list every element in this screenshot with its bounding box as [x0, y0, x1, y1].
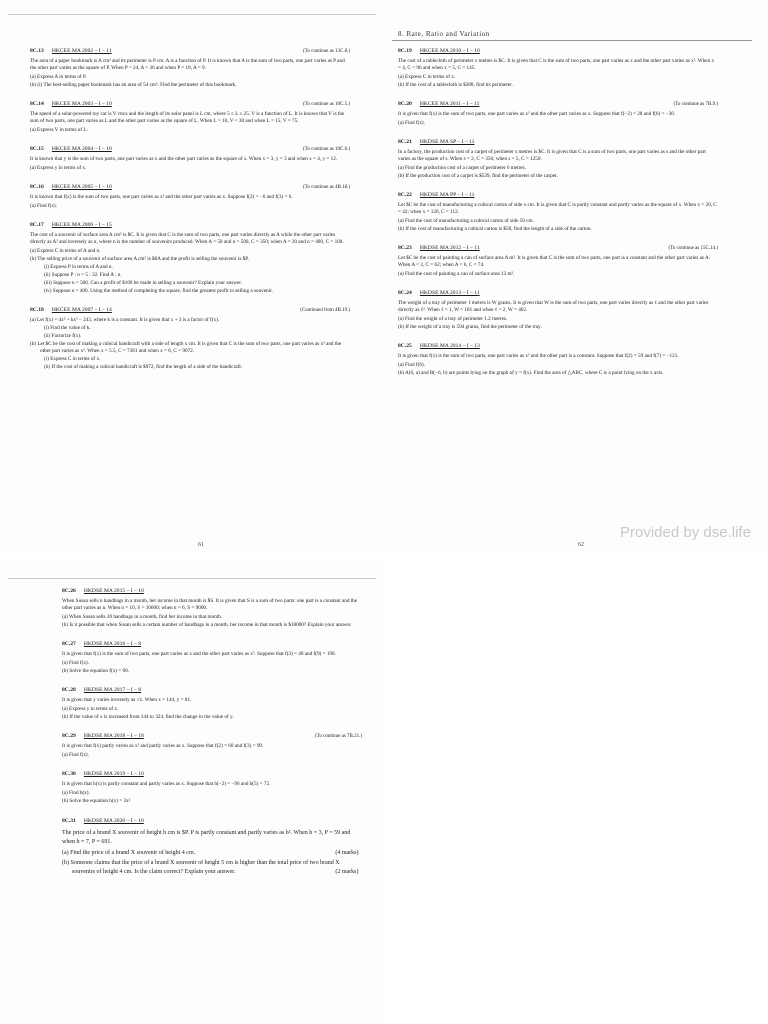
question-part: (b) If the value of x is increased from 144 to 324, find the change in the value of y. — [62, 714, 234, 720]
question-part: (a) Find f(6). — [398, 362, 425, 368]
question-header — [62, 588, 362, 595]
question-number: 8C.27 — [62, 641, 76, 647]
question-part: (a) Find f(x). — [62, 752, 89, 758]
question-source: HKDSE MA 2019 – I – 10 — [83, 771, 144, 777]
question-text: Let $C be the cost of manufacturing a cubical carton of side x cm. It is given that C is partly constant and partly varies as the square of x. When x = 20, C = 42; when x = 120, C = 112. — [398, 202, 717, 215]
question-header — [398, 101, 718, 108]
question-part: (b) Someone claims that the price of a brand X souvenir of height 5 cm is higher than the total price of two brand X souvenirs of height 4 cm. Is the claim correct? Explain your answer. (2 marks) — [62, 859, 362, 877]
question-source: HKCEE MA 2010 – I – 10 — [419, 48, 480, 54]
question-header — [398, 48, 718, 55]
left-column — [30, 48, 350, 383]
question-part: (b) If the cost of manufacturing a cubical carton is $58, find the length of a side of the carton. — [398, 226, 592, 232]
question-subpart: (i) Express P in terms of A and n. — [44, 264, 113, 270]
question-8C-16 — [30, 184, 350, 210]
question-8C-19 — [398, 48, 718, 89]
question-text: Let $C be the cost of painting a can of surface area A m². It is given that C is the sum of two parts, one part is a constant and the other part varies as A. When A = 2, C = 62; when A = 6, C = 74. — [398, 255, 710, 268]
page-top-edge — [8, 578, 376, 579]
question-8C-13 — [30, 48, 350, 89]
question-source: HKDSE MA 2012 – I – 11 — [419, 245, 480, 251]
question-part: (a) Find h(x). — [62, 790, 90, 796]
question-part: (a) Let f(x) = 4x³ + kx² − 243, where k is a constant. It is given that x + 3 is a factor of f(x). — [30, 317, 220, 323]
question-part: (b) Let $C be the cost of making a cubical handicraft with a side of length x cm. It is given that C is the sum of two parts, one part varies as x³ and the other part varies as x². When x = 5.5, C = 7381 and when x = 6, C = 9072. — [30, 341, 342, 354]
question-8C-31 — [62, 817, 362, 877]
question-source: HKCEE MA 2003 – I – 10 — [51, 101, 112, 107]
question-part: (a) Express V in terms of L. — [30, 127, 88, 133]
header-rule — [392, 40, 752, 41]
question-text: In a factory, the production cost of a carpet of perimeter s metres is $C. It is given that C is a sum of two parts, one part varies as s and the other part varies as the square of s. When s = 2, C = 356; when s = 5, C = 1250. — [398, 149, 706, 162]
question-number: 8C.28 — [62, 687, 76, 693]
question-part: (b) Is it possible that when Susan sells a certain number of handbags in a month, her income in that month is $18000? Explain your answer. — [62, 622, 352, 628]
question-8C-25 — [398, 343, 718, 377]
question-source: HKDSE MA 2014 – I – 13 — [419, 343, 480, 349]
question-part: (a) Find the production cost of a carpet of perimeter 6 metres. — [398, 165, 526, 171]
marks-label: (2 marks) — [335, 869, 359, 875]
question-part: (b) The selling price of a souvenir of surface area A cm² is $8A and the profit is selling the souvenir is $P. — [30, 256, 249, 262]
question-header — [398, 192, 718, 199]
continuation-note: (To continue as 7B.9.) — [673, 102, 718, 107]
question-part: (a) Find f(x). — [30, 203, 57, 209]
question-number: 8C.17 — [30, 222, 44, 228]
question-source: HKCEE MA 2004 – I – 10 — [51, 146, 112, 152]
question-part: (a) Express y in terms of x. — [30, 165, 87, 171]
question-text: It is given that f(x) partly varies as x² and partly varies as x. Suppose that f(2) = 60 and f(3) = 99. — [62, 743, 264, 749]
question-8C-28 — [62, 687, 362, 721]
question-text: The cost of a souvenir of surface area A cm² is $C. It is given that C is the sum of two parts, one part varies directly as A while the other part varies directly as A² and inversely as n, where n is the number of souvenirs produced. When A = 50 and n = 500, C = 350; when A = 20 and n = 400, C = 100. — [30, 232, 344, 245]
marks-label: (4 marks) — [335, 850, 359, 856]
question-8C-15 — [30, 146, 350, 172]
question-part: (a) Find f(x). — [62, 660, 89, 666]
question-part: (a) Express C in terms of A and n. — [30, 248, 101, 254]
question-source: HKDSE MA 2015 – I – 10 — [83, 588, 144, 594]
question-text: The speed of a solar-powered toy car is V cm/s and the length of its solar panel is L cm, where 5 ≤ L ≤ 25. V is a function of L. It is known that V is the sum of two parts, one part varies as L and the other part varies as the square of L. When L = 10, V = 30 and when L = 15, V = 75. — [30, 111, 345, 124]
question-number: 8C.21 — [398, 139, 412, 145]
question-text: It is given that y varies inversely as √x. When x = 144, y = 81. — [62, 697, 192, 703]
question-number: 8C.19 — [398, 48, 412, 54]
question-source: HKCEE MA 2011 – I – 11 — [419, 101, 480, 107]
question-8C-23 — [398, 245, 718, 278]
question-part: (a) Find the cost of manufacturing a cubical carton of side 50 cm. — [398, 218, 534, 224]
question-source: HKDSE MA 2017 – I – 8 — [83, 687, 142, 693]
question-text: It is given that h(x) is partly constant and partly varies as x. Suppose that h(−2) = −96 and h(5) = 72. — [62, 781, 271, 787]
question-part: (a) Express C in terms of x. — [398, 74, 456, 80]
continuation-note: (Continued from 4B.19.) — [300, 308, 350, 313]
question-part: (b) A(6, a) and B(−6, b) are points lying on the graph of y = f(x). Find the area of △ABC, where C is a point lying on the x axis. — [398, 370, 664, 376]
question-text: The price of a brand X souvenir of height h cm is $P. P is partly constant and partly varies as h². When h = 3, P = 59 and when h = 7, P = 691. — [62, 830, 351, 845]
question-text: It is known that y is the sum of two parts, one part varies as x and the other part varies as the square of x. When x = 3, y = 3 and when x = 4, y = 12. — [30, 156, 338, 162]
question-part: (b) If the cost of a tablecloth is $288, find its perimeter. — [398, 82, 513, 88]
question-8C-29 — [62, 733, 362, 759]
question-8C-14 — [30, 101, 350, 134]
question-source: HKCEE MA 2007 – I – 14 — [51, 307, 112, 313]
question-number: 8C.24 — [398, 290, 412, 296]
question-number: 8C.16 — [30, 184, 44, 190]
question-part: (a) When Susan sells 20 handbags in a month, find her income in that month. — [62, 614, 223, 620]
question-text: It is given that f(x) is the sum of two parts, one part varies as x² and the other part is a constant. Suppose that f(2) = 59 and f(7) = −121. — [398, 353, 679, 359]
question-header — [398, 343, 718, 350]
question-source: HKDSE MA 2020 – I – 10 — [83, 818, 144, 824]
question-subpart: (iii) Suppose n = 500. Can a profit of $100 be made in selling a souvenir? Explain your answer. — [44, 280, 242, 286]
question-text: When Susan sells n handbags in a month, her income in that month is $S. It is given that S is a sum of two parts: one part is a constant and the other part varies as n. When n = 10, S = 10600; when n = 6, S = 9000. — [62, 598, 358, 611]
question-header — [62, 687, 362, 694]
question-part: (a) Find the price of a brand X souvenir of height 4 cm. (4 marks) — [62, 849, 362, 858]
continuation-note: (To continue as 7B.21.) — [314, 734, 362, 739]
page-top-edge — [8, 14, 376, 15]
page-number-right: 62 — [578, 542, 584, 548]
question-text: It is given that f(x) is the sum of two parts, one part varies as x² and the other part varies as x. Suppose that f(−2) = 28 and f(6) = −36. — [398, 111, 676, 117]
question-source: HKDSE MA SP – I – 11 — [419, 139, 475, 145]
question-number: 8C.29 — [62, 733, 76, 739]
question-header — [398, 245, 718, 252]
question-header — [398, 139, 718, 146]
question-number: 8C.22 — [398, 192, 412, 198]
question-8C-22 — [398, 192, 718, 233]
question-8C-21 — [398, 139, 718, 180]
question-header — [30, 101, 350, 108]
question-number: 8C.15 — [30, 146, 44, 152]
page-number-left: 61 — [198, 542, 204, 548]
question-header — [30, 48, 350, 55]
question-header — [62, 641, 362, 648]
question-header — [62, 817, 362, 826]
question-8C-30 — [62, 771, 362, 805]
question-part: (b) (i) The best-selling paper bookmark has an area of 54 cm². Find the perimeter of this bookmark. — [30, 82, 237, 88]
question-source: HKDSE MA 2013 – I – 11 — [419, 290, 480, 296]
bottom-column — [62, 588, 362, 889]
question-header — [30, 307, 350, 314]
question-number: 8C.26 — [62, 588, 76, 594]
question-number: 8C.18 — [30, 307, 44, 313]
question-part: (b) Solve the equation f(x) = 90. — [62, 668, 130, 674]
continuation-note: (To continue as 10C.5.) — [302, 102, 350, 107]
question-number: 8C.31 — [62, 818, 76, 824]
question-8C-26 — [62, 588, 362, 629]
watermark: Provided by dse.life — [620, 524, 751, 541]
question-8C-24 — [398, 290, 718, 331]
question-header — [398, 290, 718, 297]
question-subpart: (i) Find the value of k. — [44, 325, 91, 331]
question-number: 8C.30 — [62, 771, 76, 777]
question-part: (a) Find the weight of a tray of perimeter 1.2 metres. — [398, 316, 508, 322]
question-subpart: (ii) Factorize f(x). — [44, 333, 82, 339]
question-8C-18 — [30, 307, 350, 371]
right-column — [398, 48, 718, 389]
continuation-note: (To continue as 15C.14.) — [668, 246, 718, 251]
question-part: (a) Express A in terms of P. — [30, 74, 87, 80]
question-subpart: (i) Express C in terms of x. — [44, 356, 101, 362]
question-8C-20 — [398, 101, 718, 127]
question-header — [30, 222, 350, 229]
question-header — [30, 184, 350, 191]
continuation-note: (To continue as 10C.6.) — [302, 147, 350, 152]
question-part: (b) Solve the equation h(x) = 3x². — [62, 798, 132, 804]
continuation-note: (To continue as 4B.18.) — [302, 185, 350, 190]
question-source: HKDSE MA 2018 – I – 18 — [83, 733, 144, 739]
question-header — [30, 146, 350, 153]
question-number: 8C.13 — [30, 48, 44, 54]
running-header: 8. Rate, Ratio and Variation — [398, 30, 490, 38]
question-text: It is known that f(x) is the sum of two parts, one part varies as x³ and the other part varies as x. Suppose f(2) = −6 and f(3) = 6. — [30, 194, 293, 200]
question-text: The area of a paper bookmark is A cm² and its perimeter is P cm. A is a function of P. It is known that A is the sum of two parts, one part varies as P and the other part varies as the square of P. When P = 24, A = 36 and when P = 18, A = 9. — [30, 58, 345, 71]
question-source: HKCEE MA 2002 – I – 11 — [51, 48, 112, 54]
question-number: 8C.14 — [30, 101, 44, 107]
question-part: (a) Express y in terms of x. — [62, 706, 119, 712]
question-source: HKCEE MA 2005 – I – 10 — [51, 184, 112, 190]
question-8C-27 — [62, 641, 362, 675]
question-number: 8C.23 — [398, 245, 412, 251]
question-source: HKDSE MA 2016 – I – 8 — [83, 641, 142, 647]
question-subpart: (ii) Suppose P : n = 5 : 32. Find A : n. — [44, 272, 122, 278]
question-number: 8C.25 — [398, 343, 412, 349]
question-header — [62, 771, 362, 778]
question-subpart: (ii) If the cost of making a cubical handicraft is $972, find the length of a side of the handicraft. — [44, 364, 243, 370]
question-text: It is given that f(x) is the sum of two parts, one part varies as x and the other part varies as x². Suppose that f(3) = 48 and f(9) = 198. — [62, 651, 336, 657]
question-part: (b) If the production cost of a carpet is $539, find the perimeter of the carpet. — [398, 173, 558, 179]
continuation-note: (To continue as 13C.8.) — [302, 49, 350, 54]
question-part: (b) If the weight of a tray is 594 grams, find the perimeter of the tray. — [398, 324, 542, 330]
question-subpart: (iv) Suppose n = 400. Using the method of completing the square, find the greatest profit in selling a souvenir. — [44, 288, 273, 294]
question-part: (a) Find the cost of painting a can of surface area 13 m². — [398, 271, 515, 277]
question-source: HKDSE MA PP – I – 11 — [419, 192, 475, 198]
question-header — [62, 733, 362, 740]
question-text: The weight of a tray of perimeter ℓ metres is W grams. It is given that W is the sum of two parts, one part varies directly as ℓ and the other part varies directly as ℓ². When ℓ = 1, W = 181 and when ℓ = 2, W = 402. — [398, 300, 709, 313]
question-part: (a) Find f(x). — [398, 120, 425, 126]
question-source: HKCEE MA 2006 – I – 15 — [51, 222, 112, 228]
question-8C-17 — [30, 222, 350, 295]
question-text: The cost of a tablecloth of perimeter x metres is $C. It is given that C is the sum of two parts, one part varies as x and the other part varies as x². When x = 4, C = 96 and when x = 5, C = 145. — [398, 58, 715, 71]
question-number: 8C.20 — [398, 101, 412, 107]
